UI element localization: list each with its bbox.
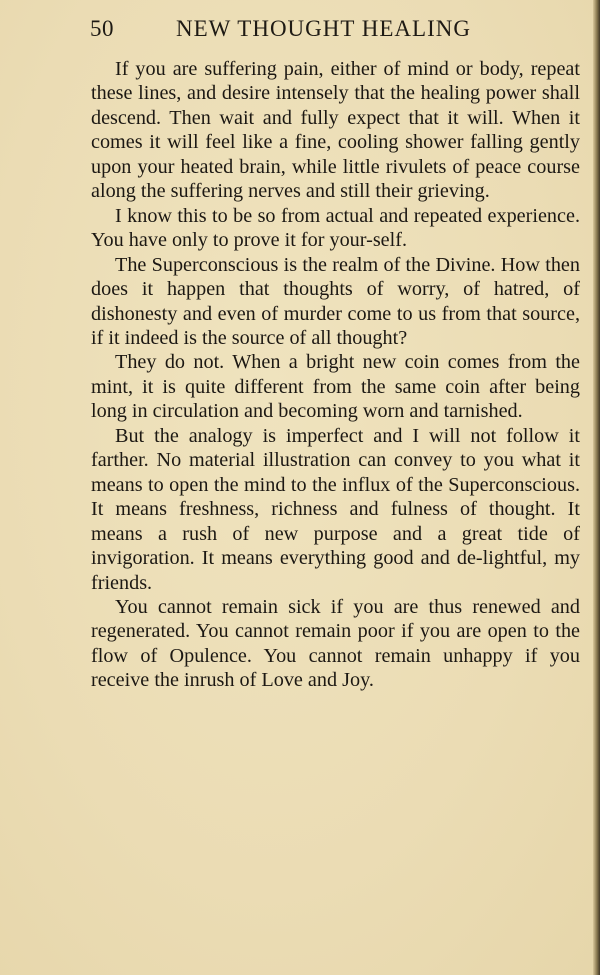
paragraph: I know this to be so from actual and repeated experience. You have only to prove it for your-self. bbox=[91, 204, 580, 252]
running-head bbox=[0, 14, 600, 44]
running-title: NEW THOUGHT HEALING bbox=[176, 16, 471, 41]
paragraph: If you are suffering pain, either of mind or body, repeat these lines, and desire intensely that the healing power shall descend. Then wait and fully expect that it will. When it comes it will feel like a fine, cooling shower falling gently upon your heated brain, while little rivulets of peace course along the suffering nerves and still their grieving. bbox=[91, 58, 580, 203]
page-number: 50 bbox=[90, 16, 114, 41]
paragraph: But the analogy is imperfect and I will not follow it farther. No material illustration can convey to you what it means to open the mind to the influx of the Superconscious. It means freshness, richness and fulness of thought. It means a rush of new purpose and a great tide of invigoration. It means everything good and de-lightful, my friends. bbox=[91, 424, 580, 594]
paragraph: You cannot remain sick if you are thus renewed and regenerated. You cannot remain poor if you are open to the flow of Opulence. You cannot remain unhappy if you receive the inrush of Love and Joy. bbox=[91, 595, 580, 692]
body-text bbox=[91, 57, 580, 693]
page-edge-shadow bbox=[593, 0, 600, 975]
paragraph: They do not. When a bright new coin comes from the mint, it is quite different from the same coin after being long in circulation and becoming worn and tarnished. bbox=[91, 351, 580, 423]
paragraph: The Superconscious is the realm of the Divine. How then does it happen that thoughts of worry, of hatred, of dishonesty and even of murder come to us from that source, if it indeed is the source of all thought? bbox=[91, 253, 580, 349]
